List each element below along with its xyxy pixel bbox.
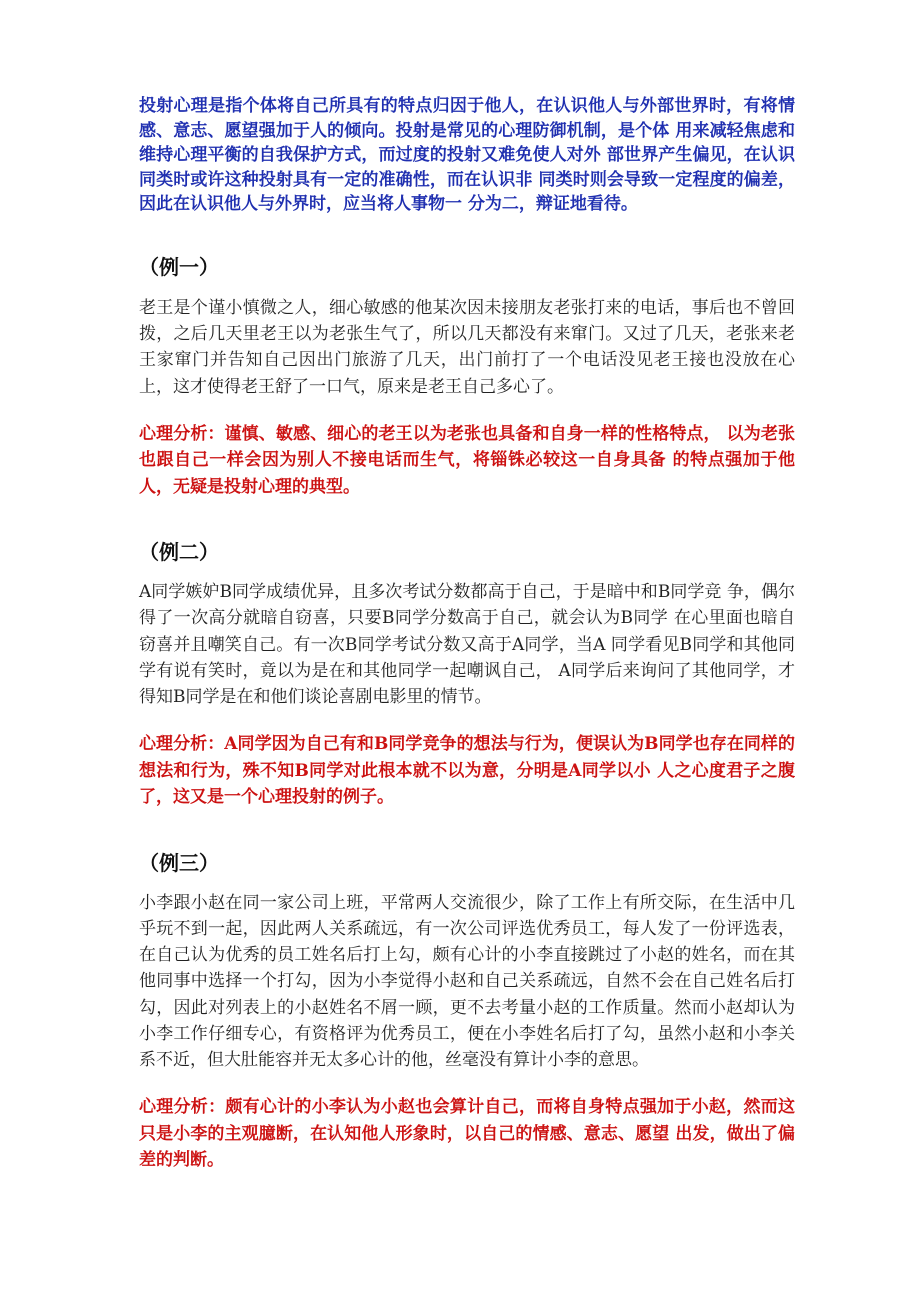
example-1-heading: （例一）	[139, 254, 219, 279]
example-3-story: 小李跟小赵在同一家公司上班，平常两人交流很少，除了工作上有所交际，在生活中几乎玩不到一起，因此两人关系疏远，有一次公司评选优秀员工，每人发了一份评选表，在自己认为优秀的员工姓名后打上勾，颇有心计的小李直接跳过了小赵的姓名，而在其他同事中选择一个打勾，因为小李觉得小赵和自己关系疏远，自然不会在自己姓名后打勾，因此对列表上的小赵姓名不屑一顾，更不去考量小赵的工作质量。然而小赵却认为小李工作仔细专心，有资格评为优秀员工，便在小李姓名后打了勾，虽然小赵和小李关系不近，但大肚能容并无太多心计的他，丝毫没有算计小李的意思。	[139, 892, 795, 1071]
example-2-heading: （例二）	[139, 540, 219, 565]
example-1-analysis: 心理分析：谨慎、敏感、细心的老王以为老张也具备和自身一样的性格特点， 以为老张也跟自己一样会因为别人不接电话而生气，将锱铢必较这一自身具备 的特点强加于他人，无疑是投射心理的典型。	[139, 423, 795, 497]
example-1-story: 老王是个谨小慎微之人，细心敏感的他某次因未接朋友老张打来的电话，事后也不曾回拨，之后几天里老王以为老张生气了，所以几天都没有来窜门。又过了几天，老张来老王家窜门并告知自己因出门旅游了几天，出门前打了一个电话没见老王接也没放在心上，这才使得老王舒了一口气，原来是老王自己多心了。	[139, 297, 795, 397]
example-3-analysis: 心理分析：颇有心计的小李认为小赵也会算计自己，而将自身特点强加于小赵，然而这只是小李的主观臆断，在认知他人形象时，以自己的情感、意志、愿望 出发，做出了偏差的判断。	[139, 1097, 795, 1171]
intro-paragraph: 投射心理是指个体将自己所具有的特点归因于他人，在认识他人与外部世界时，有将情感、意志、愿望强加于人的倾向。投射是常见的心理防御机制，是个体 用来减轻焦虑和维持心理平衡的自我保护方式，而过度的投射又难免使人对外 部世界产生偏见，在认识同类时或许这种投射具有一定的准确性，而在认识非 同类时则会导致一定程度的偏差，因此在认识他人与外界时，应当将人事物一 分为二，辩证地看待。	[139, 96, 795, 215]
example-3-heading: （例三）	[139, 850, 219, 875]
document-page	[139, 94, 795, 1174]
example-2-analysis: 心理分析：A同学因为自己有和B同学竞争的想法与行为，便误认为B同学也存在同样的想法和行为，殊不知B同学对此根本就不以为意，分明是A同学以小 人之心度君子之腹了，这又是一个心理投射的例子。	[139, 734, 795, 808]
example-2-story: A同学嫉妒B同学成绩优异，且多次考试分数都高于自己，于是暗中和B同学竞 争，偶尔得了一次高分就暗自窃喜，只要B同学分数高于自己，就会认为B同学 在心里面也暗自窃喜并且嘲笑自己。有一次B同学考试分数又高于A同学，当A 同学看见B同学和其他同学有说有笑时，竟以为是在和其他同学一起嘲讽自己， A同学后来询问了其他同学，才得知B同学是在和他们谈论喜剧电影里的情节。	[139, 582, 795, 708]
